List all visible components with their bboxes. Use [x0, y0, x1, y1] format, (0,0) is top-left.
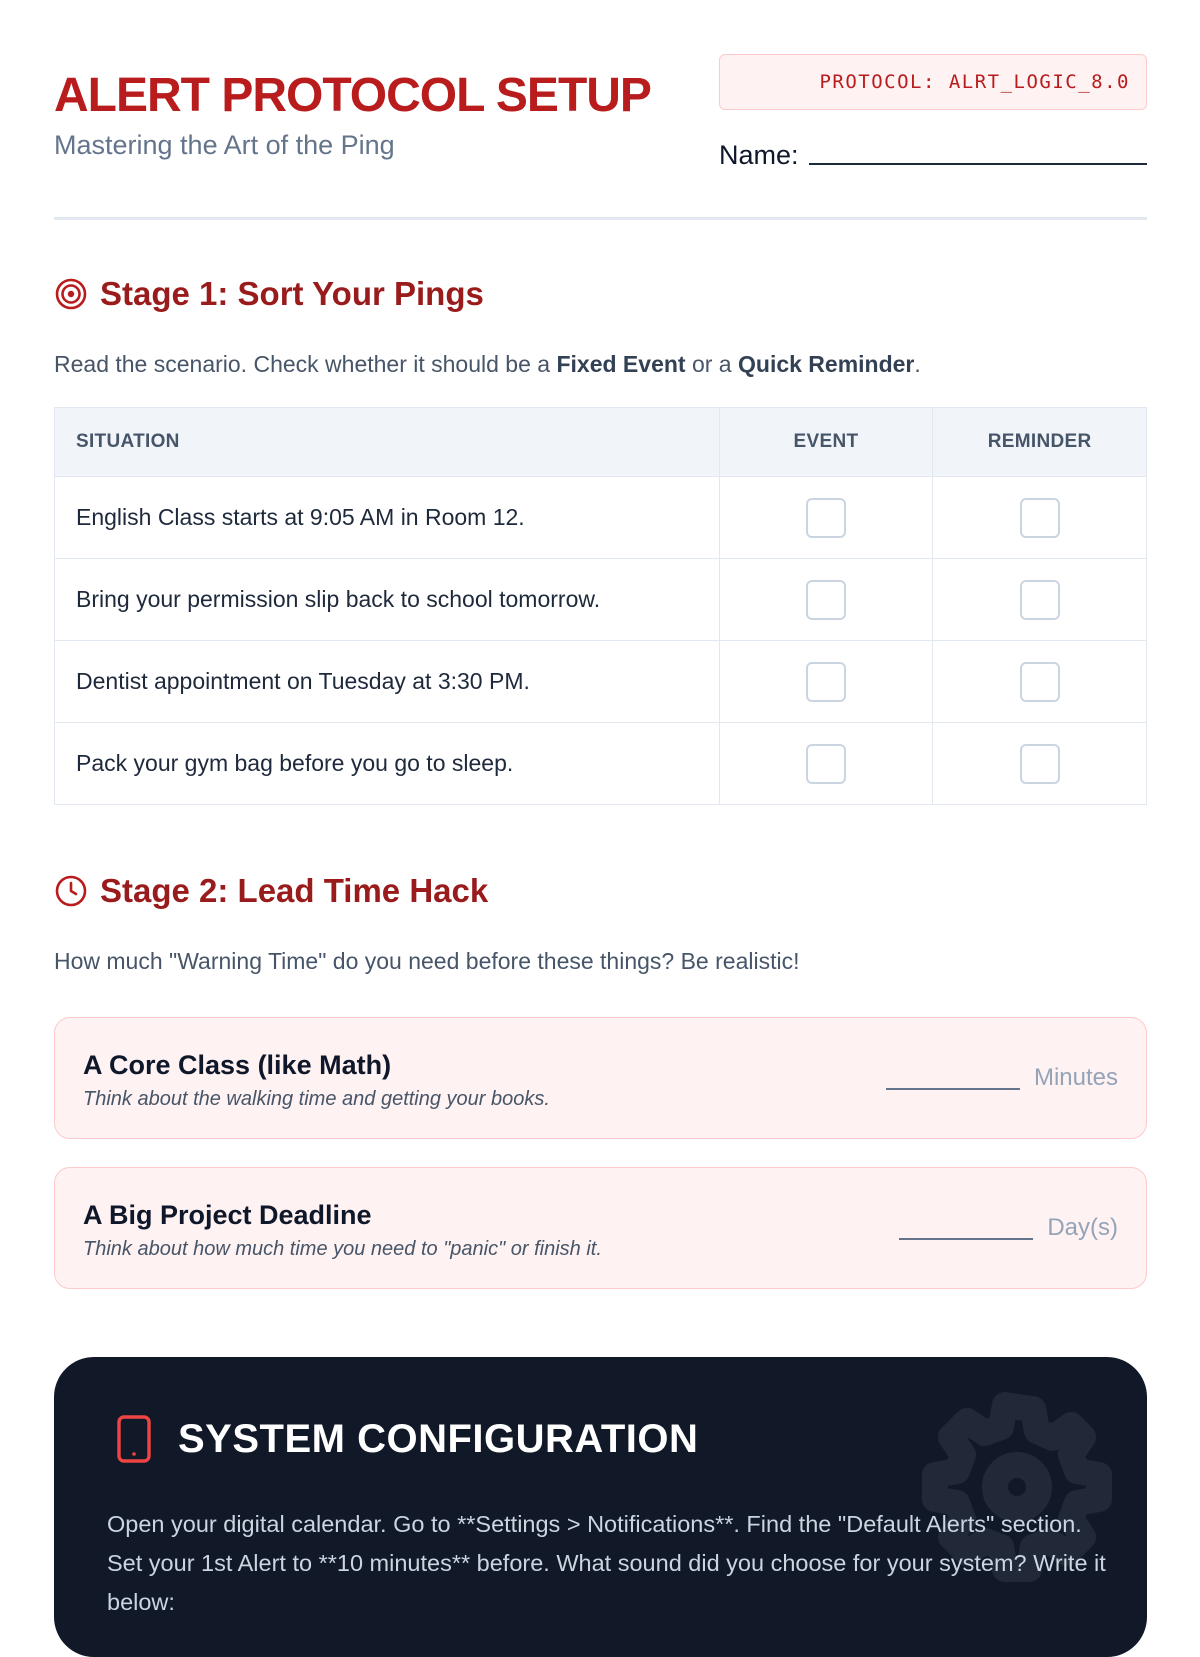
- name-label: Name:: [719, 140, 799, 170]
- target-icon: [54, 277, 88, 311]
- instruction-fixed-event: Fixed Event: [556, 351, 686, 377]
- stage1-title: Stage 1: Sort Your Pings: [100, 275, 484, 312]
- column-header-situation: SITUATION: [55, 408, 720, 477]
- unit-label: Day(s): [1047, 1214, 1118, 1241]
- lead-time-card: [54, 1167, 1147, 1289]
- card-title: A Big Project Deadline: [83, 1200, 372, 1230]
- stage1-heading: [54, 275, 484, 313]
- card-hint: Think about the walking time and getting your books.: [83, 1088, 550, 1110]
- instruction-text: .: [914, 351, 921, 377]
- name-field[interactable]: [719, 140, 1147, 171]
- reminder-cell: [933, 641, 1147, 723]
- instruction-quick-reminder: Quick Reminder: [738, 351, 915, 377]
- instruction-text: or a: [685, 351, 738, 377]
- table-header-row: [55, 408, 1147, 477]
- unit-label: Minutes: [1033, 1064, 1118, 1091]
- phone-icon: [114, 1413, 154, 1465]
- reminder-cell: [933, 477, 1147, 559]
- column-header-reminder: REMINDER: [933, 408, 1147, 477]
- stage2-title: Stage 2: Lead Time Hack: [100, 872, 489, 909]
- instruction-text: Read the scenario. Check whether it should be a: [54, 351, 557, 377]
- system-config-heading: [114, 1413, 698, 1465]
- event-cell: [719, 723, 933, 805]
- reminder-checkbox[interactable]: [1020, 580, 1060, 620]
- system-config-panel: [54, 1357, 1147, 1657]
- answer-field[interactable]: [886, 1064, 1118, 1092]
- event-cell: [719, 477, 933, 559]
- worksheet-page: [54, 0, 1147, 1615]
- event-cell: [719, 559, 933, 641]
- card-hint: Think about how much time you need to "panic" or finish it.: [83, 1238, 602, 1260]
- reminder-checkbox[interactable]: [1020, 662, 1060, 702]
- answer-field[interactable]: [899, 1214, 1118, 1242]
- stage1-instruction: [54, 351, 921, 378]
- worksheet-header: [54, 0, 1147, 220]
- page-title: ALERT PROTOCOL SETUP: [54, 69, 651, 122]
- protocol-tag: PROTOCOL: ALRT_LOGIC_8.0: [719, 54, 1147, 110]
- event-cell: [719, 641, 933, 723]
- reminder-cell: [933, 723, 1147, 805]
- table-row: [55, 477, 1147, 559]
- situation-cell: Dentist appointment on Tuesday at 3:30 PM.: [55, 641, 720, 723]
- system-config-instructions: Open your digital calendar. Go to **Settings > Notifications**. Find the "Default Alerts" section. Set your 1st Alert to **10 minutes** before. What sound did you choose for your system? Write it below:: [107, 1511, 1106, 1615]
- reminder-checkbox[interactable]: [1020, 498, 1060, 538]
- situation-cell: Bring your permission slip back to school tomorrow.: [55, 559, 720, 641]
- stage2-heading: [54, 872, 488, 910]
- column-header-event: EVENT: [719, 408, 933, 477]
- event-checkbox[interactable]: [806, 580, 846, 620]
- event-checkbox[interactable]: [806, 744, 846, 784]
- event-checkbox[interactable]: [806, 662, 846, 702]
- situation-cell: Pack your gym bag before you go to sleep.: [55, 723, 720, 805]
- event-checkbox[interactable]: [806, 498, 846, 538]
- table-row: [55, 723, 1147, 805]
- answer-blank-line[interactable]: [899, 1238, 1033, 1240]
- name-blank-line[interactable]: [809, 163, 1147, 165]
- clock-icon: [54, 874, 88, 908]
- sort-table: [54, 407, 1147, 805]
- table-row: [55, 641, 1147, 723]
- lead-time-card: [54, 1017, 1147, 1139]
- reminder-cell: [933, 559, 1147, 641]
- reminder-checkbox[interactable]: [1020, 744, 1060, 784]
- page-subtitle: Mastering the Art of the Ping: [54, 130, 395, 160]
- table-row: [55, 559, 1147, 641]
- card-title: A Core Class (like Math): [83, 1050, 392, 1080]
- system-config-title: SYSTEM CONFIGURATION: [178, 1416, 699, 1461]
- situation-cell: English Class starts at 9:05 AM in Room 12.: [55, 477, 720, 559]
- answer-blank-line[interactable]: [886, 1088, 1020, 1090]
- stage2-instruction: How much "Warning Time" do you need before these things? Be realistic!: [54, 948, 800, 974]
